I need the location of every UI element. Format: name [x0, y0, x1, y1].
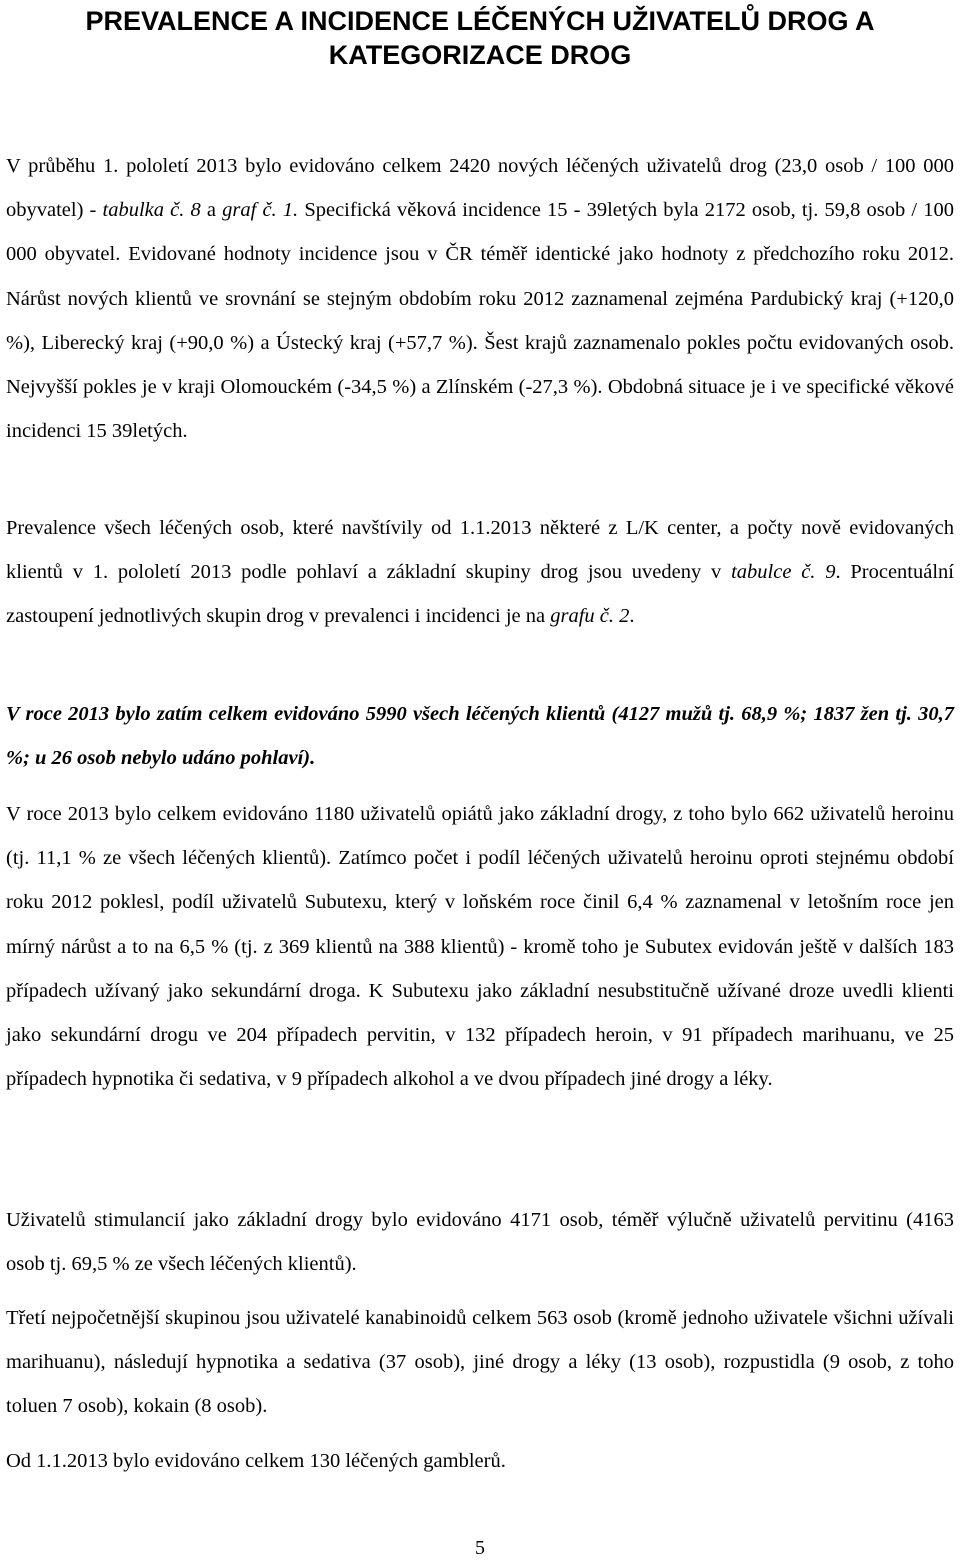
paragraph-total-clients: V roce 2013 bylo zatím celkem evidováno 5990 všech léčených klientů (4127 mužů tj. 68,9 %; 1837 žen tj. 30,7 %; u 26 osob nebylo udáno pohlaví). — [6, 703, 954, 770]
paragraph-prevalence — [6, 506, 954, 639]
paragraph-opiates: V roce 2013 bylo celkem evidováno 1180 uživatelů opiátů jako základní drogy, z toho bylo 662 uživatelů heroinu (tj. 11,1 % ze všech léčených klientů). Zatímco počet i podíl léčených uživatelů heroinu oproti stejnému období roku 2012 poklesl, podíl uživatelů Subutexu, který v loňském roce činil 6,4 % zaznamenal v letošním roce jen mírný nárůst a to na 6,5 % (tj. z 369 klientů na 388 klientů) - kromě toho je Subutex evidován ještě v dalších 183 případech užívaný jako sekundární droga. K Subutexu jako základní nesubstitučně užívané droze uvedli klienti jako sekundární drogu ve 204 případech pervitin, v 132 případech heroin, v 91 případech marihuanu, ve 25 případech hypnotika či sedativa, v 9 případech alkohol a ve dvou případech jiné drogy a léky. — [6, 803, 954, 1091]
graph-reference: grafu č. 2 — [550, 605, 630, 628]
p2-text-b: . Procentuální zastoupení jednotlivých skupin drog v prevalenci i incidenci je na — [6, 561, 954, 628]
title-line-1: PREVALENCE A INCIDENCE LÉČENÝCH UŽIVATELŮ DROG A — [85, 6, 875, 36]
p1-text-b: a — [200, 199, 223, 222]
paragraph-cannabinoids: Třetí nejpočetnější skupinou jsou uživatelé kanabinoidů celkem 563 osob (kromě jednoho uživatele všichni užívali marihuanu), následují hypnotika a sedativa (37 osob), jiné drogy a léky (13 osob), rozpustidla (9 osob, z toho toluen 7 osob), kokain (8 osob). — [6, 1307, 954, 1418]
title-line-2: KATEGORIZACE DROG — [328, 40, 632, 70]
p1-text-a: V průběhu 1. pololetí 2013 bylo evidováno celkem 2420 nových léčených uživatelů drog (23,0 osob / 100 000 obyvatel) - — [6, 155, 954, 222]
page-number: 5 — [475, 1537, 485, 1559]
table-reference: tabulce č. 9 — [731, 561, 836, 584]
graph-reference: graf č. 1. — [222, 199, 299, 222]
page-title — [0, 4, 960, 72]
paragraph-stimulants: Uživatelů stimulancií jako základní drogy bylo evidováno 4171 osob, téměř výlučně uživatelů pervitinu (4163 osob tj. 69,5 % ze všech léčených klientů). — [6, 1209, 954, 1276]
table-reference: tabulka č. 8 — [102, 199, 201, 222]
paragraph-incidence — [6, 144, 954, 453]
p2-text-a: Prevalence všech léčených osob, které navštívily od 1.1.2013 některé z L/K center, a počty nově evidovaných klientů v 1. pololetí 2013 podle pohlaví a základní skupiny drog jsou uvedeny v — [6, 517, 954, 584]
p2-text-c: . — [629, 605, 635, 628]
paragraph-gamblers: Od 1.1.2013 bylo evidováno celkem 130 léčených gamblerů. — [6, 1450, 506, 1472]
p1-text-c: Specifická věková incidence 15 - 39letých byla 2172 osob, tj. 59,8 osob / 100 000 obyvatel. Evidované hodnoty incidence jsou v ČR téměř identické jako hodnoty z předchozího roku 2012. Nárůst nových klientů ve srovnání se stejným obdobím roku 2012 zaznamenal zejména Pardubický kraj (+120,0 %), Liberecký kraj (+90,0 %) a Ústecký kraj (+57,7 %). Šest krajů zaznamenalo pokles počtu evidovaných osob. Nejvyšší pokles je v kraji Olomouckém (-34,5 %) a Zlínském (-27,3 %). Obdobná situace je i ve specifické věkové incidenci 15 39letých. — [6, 199, 954, 443]
